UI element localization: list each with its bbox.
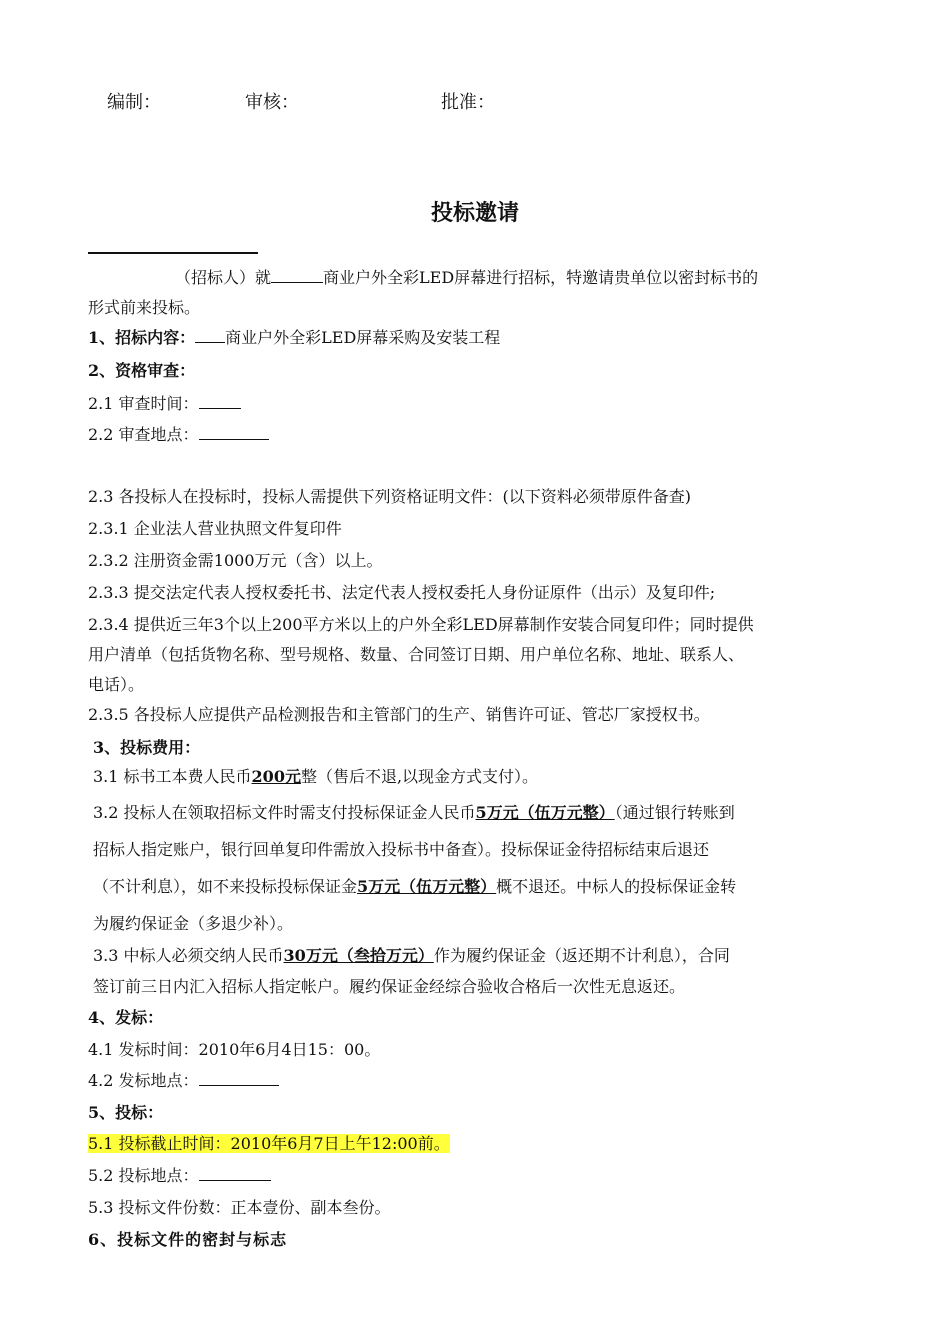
deposit-amount: 5万元（伍万元整） xyxy=(475,803,615,822)
fee-text-b: 整（售后不退,以现金方式支付）。 xyxy=(300,767,539,786)
deposit-line-4: 为履约保证金（多退少补）。 xyxy=(93,914,294,933)
bid-place xyxy=(88,1165,271,1187)
fee-line xyxy=(93,766,538,788)
tenderer-blank-line xyxy=(88,252,258,254)
deposit-text-e: 概不退还。中标人的投标保证金转 xyxy=(496,877,737,896)
docs-required: 2.3 各投标人在投标时，投标人需提供下列资格证明文件：(以下资料必须带原件备查) xyxy=(88,487,692,506)
review-place-blank xyxy=(199,425,269,440)
doc-item-4-line-1: 2.3.4 提供近三年3个以上200平方米以上的户外全彩LED屏幕制作安装合同复印件；同时提供 xyxy=(88,615,754,634)
performance-amount: 30万元（叁拾万元） xyxy=(283,946,434,965)
review-time-label: 2.1 审查时间： xyxy=(88,394,199,413)
review-place xyxy=(88,424,269,446)
page-title: 投标邀请 xyxy=(430,201,519,226)
deposit-text-b: （通过银行转账到 xyxy=(614,803,735,822)
deposit-text-d: （不计利息），如不来投标投标保证金 xyxy=(93,877,358,896)
signature-compile: 编制： xyxy=(107,92,161,113)
bid-copies: 5.3 投标文件份数：正本壹份、副本叁份。 xyxy=(88,1198,391,1217)
issue-place-blank xyxy=(199,1071,279,1086)
section-6-heading: 6、投标文件的密封与标志 xyxy=(88,1230,288,1249)
fee-amount: 200元 xyxy=(251,767,301,786)
issue-time: 4.1 发标时间：2010年6月4日15：00。 xyxy=(88,1040,381,1059)
intro-line-2: 形式前来投标。 xyxy=(88,298,201,317)
review-time-blank xyxy=(199,394,241,409)
fee-text-a: 3.1 标书工本费人民币 xyxy=(93,767,252,786)
review-place-label: 2.2 审查地点： xyxy=(88,425,199,444)
section-1-heading: 1、招标内容： xyxy=(88,328,196,347)
performance-line-1 xyxy=(93,945,730,967)
deposit-amount-2: 5万元（伍万元整） xyxy=(357,877,497,896)
section-5-heading: 5、投标： xyxy=(88,1103,164,1122)
section-4-heading: 4、发标： xyxy=(88,1008,164,1027)
deposit-line-3 xyxy=(93,876,736,898)
performance-text-a: 3.3 中标人必须交纳人民币 xyxy=(93,946,284,965)
intro-line-1 xyxy=(175,267,758,289)
deposit-text-a: 3.2 投标人在领取招标文件时需支付投标保证金人民币 xyxy=(93,803,476,822)
section-3-heading: 3、投标费用： xyxy=(93,738,201,757)
section-2-heading: 2、资格审查： xyxy=(88,361,196,380)
review-time xyxy=(88,393,241,415)
doc-item-3: 2.3.3 提交法定代表人授权委托书、法定代表人授权委托人身份证原件（出示）及复印件; xyxy=(88,583,716,602)
doc-item-1: 2.3.1 企业法人营业执照文件复印件 xyxy=(88,519,342,538)
doc-item-2: 2.3.2 注册资金需1000万元（含）以上。 xyxy=(88,551,383,570)
intro-text-a: （招标人）就 xyxy=(175,268,272,287)
content-blank xyxy=(195,328,225,343)
performance-text-b: 作为履约保证金（返还期不计利息），合同 xyxy=(433,946,730,965)
issue-place-label: 4.2 发标地点： xyxy=(88,1071,199,1090)
deposit-line-2: 招标人指定账户，银行回单复印件需放入投标书中备查）。投标保证金待招标结束后退还 xyxy=(93,840,710,859)
intro-text-b: 商业户外全彩LED屏幕进行招标，特邀请贵单位以密封标书的 xyxy=(323,268,759,287)
project-blank xyxy=(271,268,323,283)
deposit-line-1 xyxy=(93,802,735,824)
bid-place-blank xyxy=(199,1166,271,1181)
performance-line-2: 签订前三日内汇入招标人指定帐户。履约保证金经综合验收合格后一次性无息返还。 xyxy=(93,977,686,996)
section-1-text: 商业户外全彩LED屏幕采购及安装工程 xyxy=(225,328,501,347)
signature-review: 审核： xyxy=(245,92,299,113)
section-1 xyxy=(88,327,500,349)
doc-item-4-line-2: 用户清单（包括货物名称、型号规格、数量、合同签订日期、用户单位名称、地址、联系人、 xyxy=(88,645,745,664)
bid-deadline xyxy=(88,1133,450,1155)
bid-deadline-highlight: 5.1 投标截止时间：2010年6月7日上午12:00前。 xyxy=(88,1134,450,1153)
issue-place xyxy=(88,1070,279,1092)
signature-approve: 批准： xyxy=(441,92,495,113)
doc-item-5: 2.3.5 各投标人应提供产品检测报告和主管部门的生产、销售许可证、管芯厂家授权书。 xyxy=(88,705,710,724)
bid-place-label: 5.2 投标地点： xyxy=(88,1166,199,1185)
doc-item-4-line-3: 电话）。 xyxy=(88,675,145,694)
